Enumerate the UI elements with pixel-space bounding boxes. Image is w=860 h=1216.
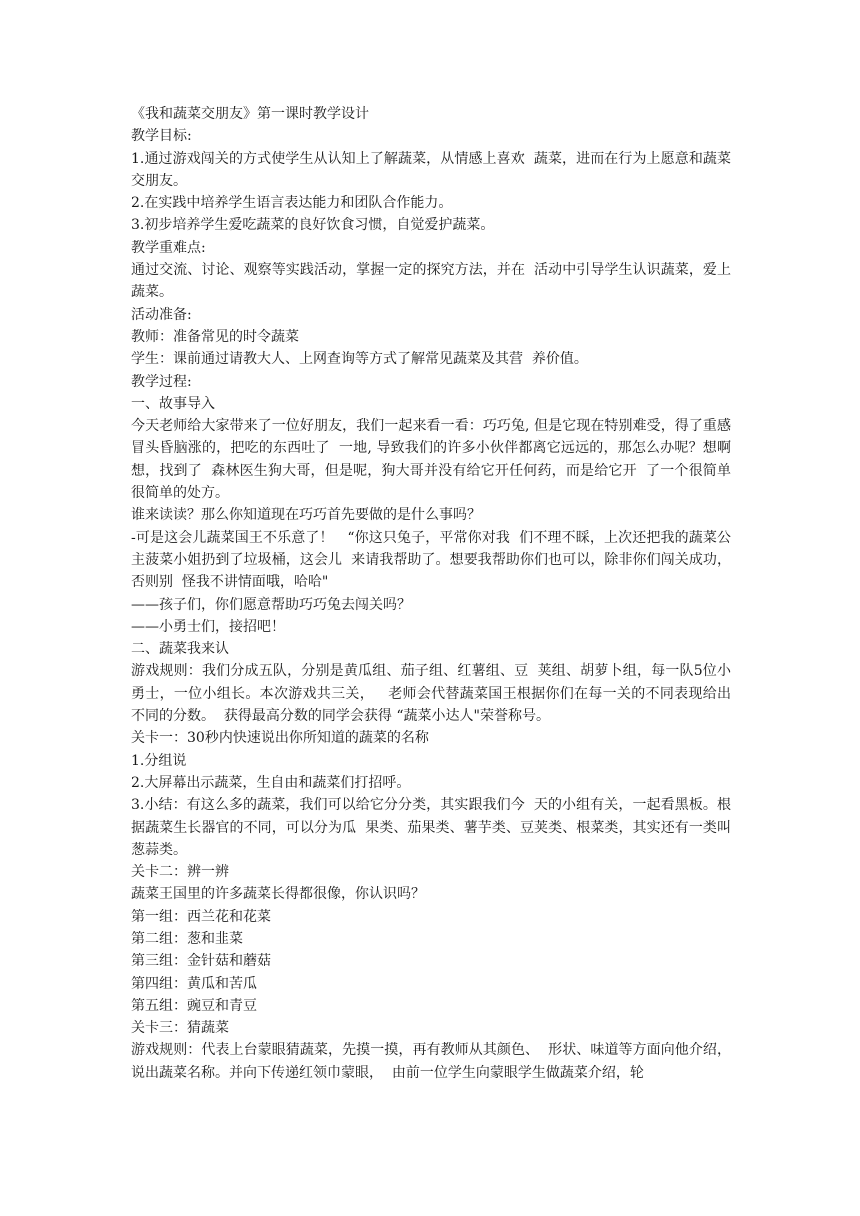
paragraph: 3.小结：有这么多的蔬菜，我们可以给它分分类，其实跟我们今 天的小组有关，一起看黑板。根据蔬菜生长器官的不同，可以分为瓜 果类、茄果类、薯芋类、豆荚类、根菜类，其实还有一类叫葱蒜类。 [131, 797, 731, 858]
paragraph: 通过交流、讨论、观察等实践活动，掌握一定的探究方法，并在 活动中引导学生认识蔬菜，爱上蔬菜。 [131, 262, 731, 301]
paragraph: 蔬菜王国里的许多蔬菜长得都很像，你认识吗？ [131, 886, 425, 903]
paragraph: 游戏规则：代表上台蒙眼猜蔬菜，先摸一摸，再有教师从其颜色、 形状、味道等方面向他介绍，说出蔬菜名称。并向下传递红领巾蒙眼， 由前一位学生向蒙眼学生做蔬菜介绍，轮 [131, 1042, 731, 1081]
paragraph: 第一组：西兰花和花菜 [131, 908, 271, 925]
paragraph: 学生：课前通过请教大人、上网查询等方式了解常见蔬菜及其营 养价值。 [131, 351, 588, 368]
paragraph: 游戏规则：我们分成五队，分别是黄瓜组、茄子组、红薯组、豆 荚组、胡萝卜组，每一队5位小勇士，一位小组长。本次游戏共三关， 老师会代替蔬菜国王根据你们在每一关的不同表现给出不同的分数。 获得最高分数的同学会获得 “蔬菜小达人"荣誉称号。 [131, 663, 731, 725]
paragraph: 1.分组说 [131, 752, 187, 769]
paragraph: ——小勇士们，接招吧！ [131, 618, 285, 635]
document-title: 《我和蔬菜交朋友》第一课时教学设计 [131, 106, 369, 122]
paragraph: 第四组：黄瓜和苦瓜 [131, 975, 257, 992]
paragraph: 活动准备: [131, 306, 192, 323]
paragraph: 关卡一：30秒内快速说出你所知道的蔬菜的名称 [131, 730, 429, 747]
paragraph: 关卡二：辨一辨 [131, 864, 229, 881]
paragraph: 2.在实践中培养学生语言表达能力和团队合作能力。 [131, 195, 453, 212]
paragraph: 教学目标: [131, 128, 192, 145]
document-page [131, 103, 731, 1084]
paragraph: 今天老师给大家带来了一位好朋友，我们一起来看一看：巧巧兔, 但是它现在特别难受，得了重感冒头昏脑涨的，把吃的东西吐了 一地, 导致我们的许多小伙伴都离它远远的，那怎么办呢？想啊想，找到了 森林医生狗大哥，但是呢，狗大哥并没有给它开任何药，而是给它开 了一个很简单很简单的处方。 [131, 418, 731, 502]
paragraph: 第五组：豌豆和青豆 [131, 997, 257, 1014]
document-body [131, 125, 731, 1084]
paragraph: ——孩子们，你们愿意帮助巧巧兔去闯关吗？ [131, 596, 411, 613]
paragraph: 教学重难点: [131, 239, 206, 256]
paragraph: 3.初步培养学生爱吃蔬菜的良好饮食习惯，自觉爱护蔬菜。 [131, 217, 495, 234]
paragraph: 教学过程: [131, 373, 192, 390]
paragraph: 1.通过游戏闯关的方式使学生从认知上了解蔬菜，从情感上喜欢 蔬菜，进而在行为上愿意和蔬菜交朋友。 [131, 150, 731, 189]
paragraph: 第二组：葱和韭菜 [131, 930, 243, 947]
paragraph: 教师：准备常见的时令蔬菜 [131, 328, 299, 345]
paragraph: 关卡三：猜蔬菜 [131, 1020, 229, 1037]
paragraph: 一、故事导入 [131, 395, 215, 412]
paragraph: 2.大屏幕出示蔬菜，生自由和蔬菜们打招呼。 [131, 774, 411, 791]
paragraph: -可是这会儿蔬菜国王不乐意了！ “你这只兔子，平常你对我 们不理不睬，上次还把我的蔬菜公主菠菜小姐扔到了垃圾桶，这会儿 来请我帮助了。想要我帮助你们也可以，除非你们闯关成功，否则别 怪我不讲情面哦，哈哈" [131, 529, 731, 591]
paragraph: 二、蔬菜我来认 [131, 641, 229, 658]
paragraph: 谁来读读？那么你知道现在巧巧首先要做的是什么事吗？ [131, 507, 481, 524]
paragraph: 第三组：金针菇和蘑菇 [131, 953, 271, 970]
